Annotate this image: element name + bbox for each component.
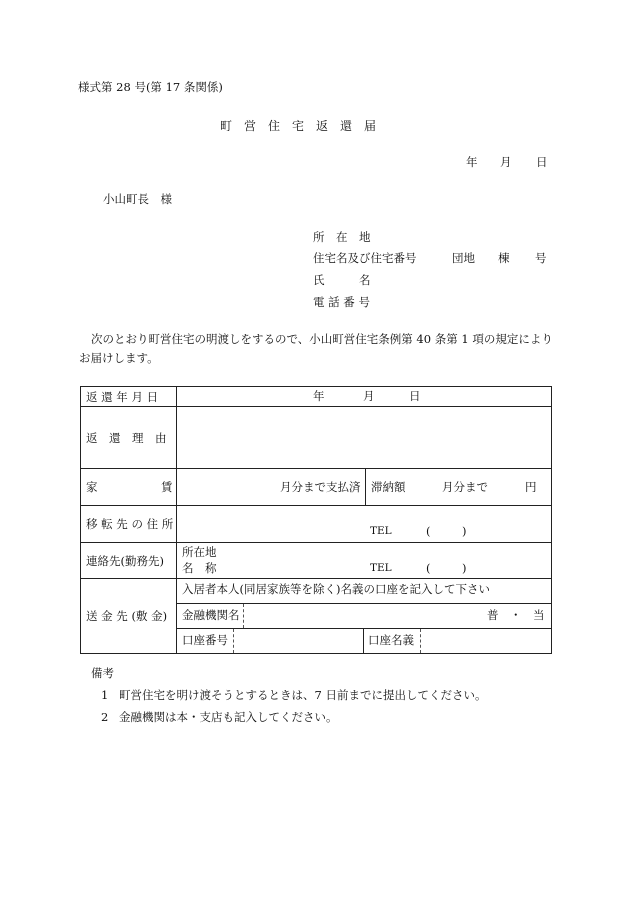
return-date-label: 返 還 年 月 日 — [86, 389, 159, 404]
contact-paren-open: ( — [426, 561, 431, 575]
rent-label-a: 家 — [86, 480, 98, 494]
rent-divider — [365, 469, 366, 505]
remit-bank-label: 金融機関名 — [182, 608, 240, 622]
contact-tel-label: TEL — [370, 562, 392, 574]
remarks-item-2-number: 2 — [101, 710, 109, 724]
contact-name-label: 名 称 — [182, 561, 217, 575]
remit-field — [177, 579, 552, 654]
contact-label: 連絡先(勤務先) — [86, 553, 164, 568]
return-date-month: 月 — [363, 389, 375, 403]
remit-account-holder-label: 口座名義 — [368, 633, 414, 647]
contact-address-label: 所在地 — [182, 545, 217, 559]
contact-label-cell — [81, 543, 177, 579]
date-year-label: 年 — [466, 155, 478, 169]
row-remit — [81, 579, 552, 654]
row-return-reason — [81, 407, 552, 469]
form-table — [80, 386, 552, 654]
return-date-year: 年 — [313, 389, 325, 403]
return-date-label-cell — [81, 387, 177, 407]
applicant-complex-label: 団地 — [452, 251, 475, 265]
rent-paid-text: 月分まで支払済 — [280, 480, 361, 494]
remarks-item-2-text: 金融機関は本・支店も記入してください。 — [119, 710, 338, 724]
remarks-item-1-number: 1 — [101, 688, 109, 702]
contact-paren-close: ) — [462, 561, 467, 575]
date-month-label: 月 — [500, 155, 512, 169]
remit-label: 送 金 先 (敷 金) — [86, 609, 168, 623]
rent-arrears-month: 月分まで — [442, 480, 488, 494]
applicant-building-label: 棟 — [498, 251, 510, 265]
remarks-item-1-text: 町営住宅を明け渡そうとするときは、7 日前までに提出してください。 — [119, 688, 487, 702]
rent-field[interactable] — [177, 469, 552, 506]
applicant-address-label: 所 在 地 — [313, 230, 371, 244]
remit-account-divider — [363, 629, 364, 653]
new-address-field[interactable] — [177, 506, 552, 543]
return-reason-label: 返 還 理 由 — [86, 430, 167, 445]
contact-field[interactable] — [177, 543, 552, 579]
remarks-heading: 備考 — [91, 666, 114, 680]
return-reason-label-cell — [81, 407, 177, 469]
applicant-number-label: 号 — [535, 251, 547, 265]
rent-arrears-label: 滞納額 — [371, 480, 406, 494]
remit-divider-1 — [177, 603, 551, 604]
body-text-line-2: お届けします。 — [79, 351, 159, 365]
remit-account-number-dashed-divider — [233, 629, 234, 653]
body-text-line-1: 次のとおり町営住宅の明渡しをするので、小山町営住宅条例第 40 条第 1 項の規定により — [91, 332, 553, 346]
applicant-name-label: 氏 名 — [313, 273, 371, 287]
applicant-housing-label: 住宅名及び住宅番号 — [313, 251, 417, 265]
row-rent — [81, 469, 552, 506]
page-title: 町 営 住 宅 返 還 届 — [220, 119, 377, 133]
new-address-label: 移 転 先 の 住 所 — [86, 517, 174, 531]
rent-yen: 円 — [525, 480, 537, 494]
remit-account-holder-dashed-divider — [420, 629, 421, 653]
remit-account-number-label: 口座番号 — [182, 633, 228, 647]
row-return-date — [81, 387, 552, 407]
new-address-label-cell — [81, 506, 177, 543]
applicant-phone-label: 電 話 番 号 — [313, 295, 370, 309]
form-number: 様式第 28 号(第 17 条関係) — [78, 80, 223, 94]
new-address-paren-open: ( — [426, 524, 431, 538]
return-date-field[interactable] — [177, 387, 552, 407]
new-address-paren-close: ) — [462, 524, 467, 538]
remit-account-types[interactable]: 普 ・ 当 — [487, 608, 545, 622]
new-address-tel-label: TEL — [370, 525, 392, 537]
rent-label-cell — [81, 469, 177, 506]
remit-note: 入居者本人(同居家族等を除く)名義の口座を記入して下さい — [182, 582, 490, 596]
date-day-label: 日 — [536, 155, 548, 169]
row-contact — [81, 543, 552, 579]
return-date-day: 日 — [409, 389, 421, 403]
return-reason-field[interactable] — [177, 407, 552, 469]
row-new-address — [81, 506, 552, 543]
remit-bank-dashed-divider — [243, 604, 244, 628]
rent-label-b: 賃 — [161, 480, 173, 494]
remit-label-cell — [81, 579, 177, 654]
addressee: 小山町長 様 — [103, 192, 172, 206]
